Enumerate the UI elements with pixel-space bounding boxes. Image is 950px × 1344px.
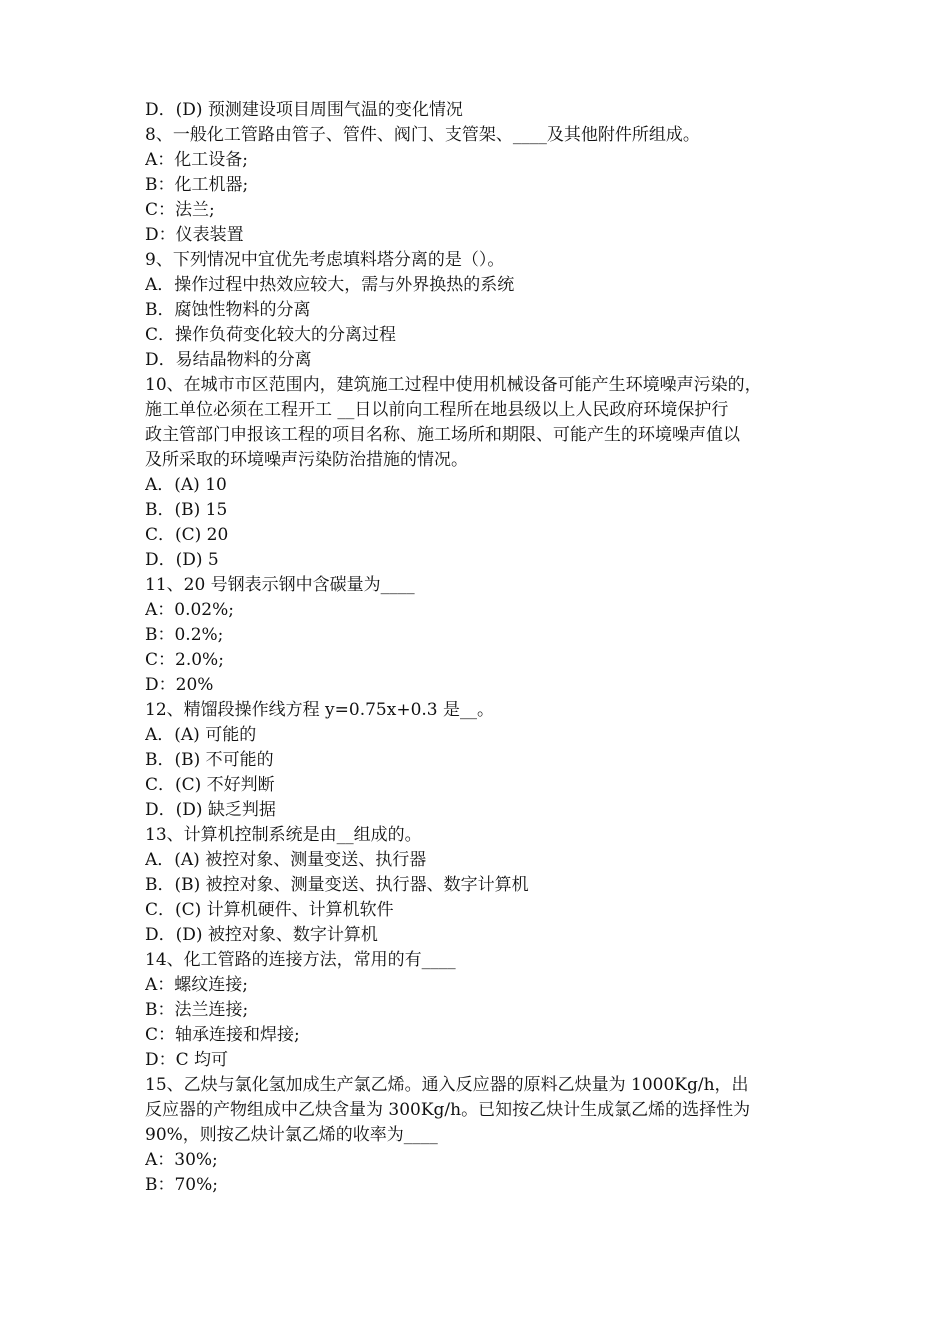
text-line: D．(D) 5 (145, 550, 219, 570)
text-line: B：70%; (145, 1175, 219, 1195)
text-line: C．(C) 20 (145, 525, 229, 545)
text-line: 政主管部门申报该工程的项目名称、施工场所和期限、可能产生的环境噪声值以 (145, 425, 740, 445)
text-line: 15、乙炔与氯化氢加成生产氯乙烯。通入反应器的原料乙炔量为 1000Kg/h，出 (145, 1075, 749, 1095)
document-page (145, 98, 825, 1198)
text-line: 及所采取的环境噪声污染防治措施的情况。 (145, 450, 468, 470)
text-line: 13、计算机控制系统是由__组成的。 (145, 825, 422, 845)
text-line: B．腐蚀性物料的分离 (145, 300, 311, 320)
text-line: A．(A) 被控对象、测量变送、执行器 (145, 850, 427, 870)
text-line: A．操作过程中热效应较大，需与外界换热的系统 (145, 275, 515, 295)
text-line: A：0.02%; (145, 600, 235, 620)
text-line: D．(D) 预测建设项目周围气温的变化情况 (145, 100, 463, 120)
text-line: D：仪表装置 (145, 225, 244, 245)
text-line: A：30%; (145, 1150, 218, 1170)
text-line: 施工单位必须在工程开工 __日以前向工程所在地县级以上人民政府环境保护行 (145, 400, 729, 420)
text-line: A：化工设备; (145, 150, 249, 170)
text-line: 12、精馏段操作线方程 y=0.75x+0.3 是__。 (145, 700, 495, 720)
text-line: B：化工机器; (145, 175, 249, 195)
text-line: 反应器的产物组成中乙炔含量为 300Kg/h。已知按乙炔计生成氯乙烯的选择性为 (145, 1100, 751, 1120)
text-line: 8、一般化工管路由管子、管件、阀门、支管架、____及其他附件所组成。 (145, 125, 700, 145)
text-line: D：20% (145, 675, 214, 695)
text-line: 14、化工管路的连接方法，常用的有____ (145, 950, 456, 970)
text-line: B：0.2%; (145, 625, 224, 645)
text-line: C．操作负荷变化较大的分离过程 (145, 325, 397, 345)
text-line: B．(B) 不可能的 (145, 750, 274, 770)
text-line: 11、20 号钢表示钢中含碳量为____ (145, 575, 415, 595)
text-line: A．(A) 可能的 (145, 725, 257, 745)
text-line: C．(C) 计算机硬件、计算机软件 (145, 900, 394, 920)
text-line: 10、在城市市区范围内，建筑施工过程中使用机械设备可能产生环境噪声污染的， (145, 375, 762, 395)
text-line: C：2.0%; (145, 650, 224, 670)
text-line: D．(D) 被控对象、数字计算机 (145, 925, 378, 945)
text-line: A：螺纹连接; (145, 975, 249, 995)
text-line: C：法兰; (145, 200, 215, 220)
text-line: 90%，则按乙炔计氯乙烯的收率为____ (145, 1125, 438, 1145)
text-line: C．(C) 不好判断 (145, 775, 275, 795)
text-line: A．(A) 10 (145, 475, 227, 495)
text-line: B：法兰连接; (145, 1000, 249, 1020)
text-line: C：轴承连接和焊接; (145, 1025, 300, 1045)
text-line: D．(D) 缺乏判据 (145, 800, 276, 820)
text-line: B．(B) 被控对象、测量变送、执行器、数字计算机 (145, 875, 529, 895)
text-line: B．(B) 15 (145, 500, 228, 520)
text-line: D．易结晶物料的分离 (145, 350, 312, 370)
text-line: 9、下列情况中宜优先考虑填料塔分离的是（）。 (145, 250, 505, 270)
text-line: D：C 均可 (145, 1050, 229, 1070)
